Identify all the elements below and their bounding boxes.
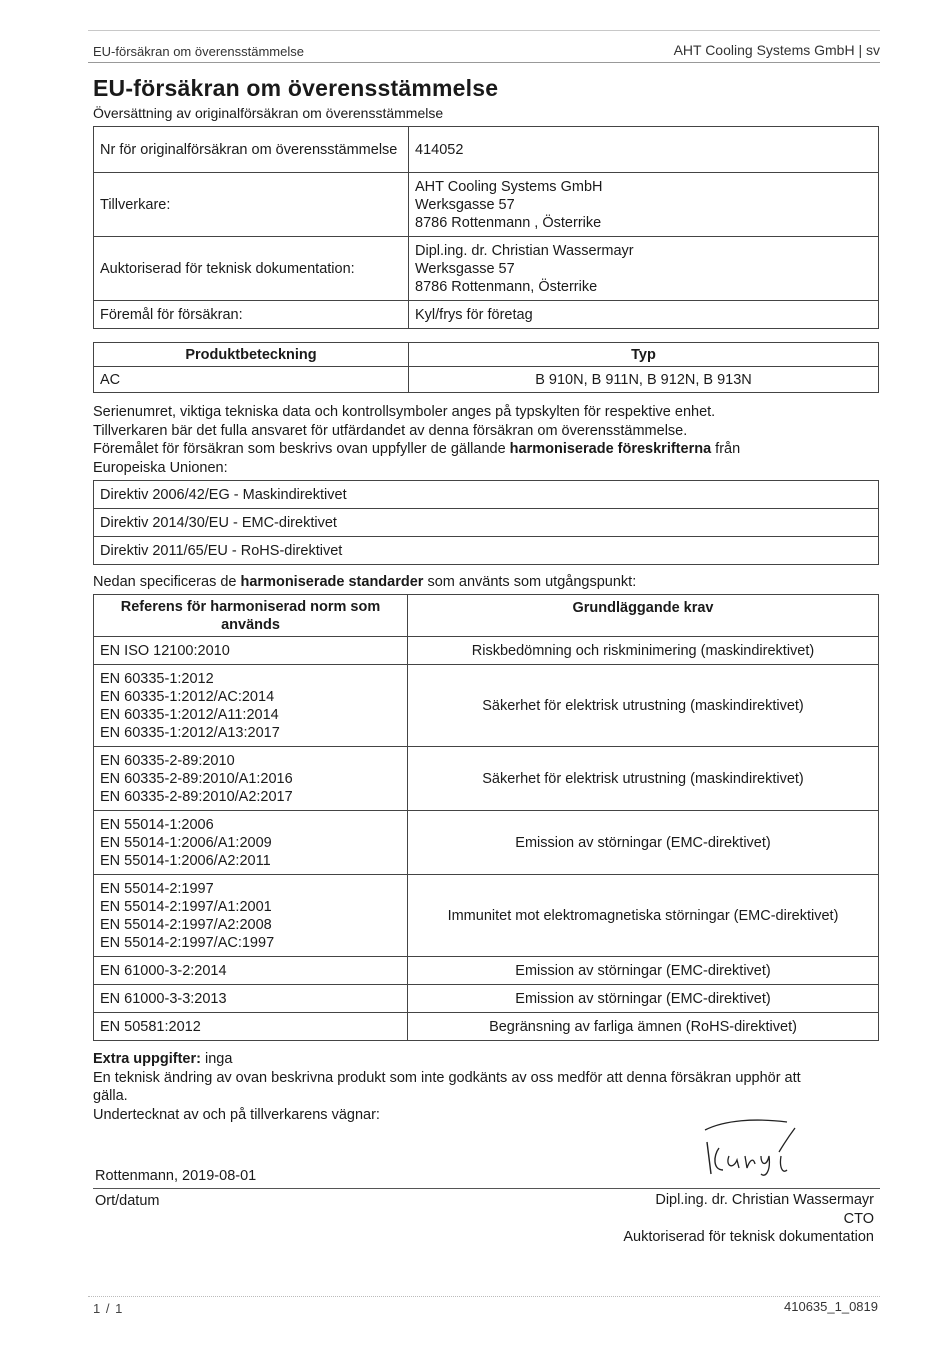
standard-requirement: Emission av störningar (EMC-direktivet) xyxy=(408,957,879,985)
directive-item: Direktiv 2014/30/EU - EMC-direktivet xyxy=(94,509,879,537)
standard-requirement: Emission av störningar (EMC-direktivet) xyxy=(408,985,879,1013)
standard-ref: EN 60335-1:2012/A13:2017 xyxy=(100,724,280,741)
standards-header-requirement: Grundläggande krav xyxy=(408,595,879,637)
product-row xyxy=(94,367,879,393)
standard-ref: EN 60335-2-89:2010/A1:2016 xyxy=(100,770,293,787)
directive-row xyxy=(94,481,879,509)
standards-header-row xyxy=(94,595,879,637)
info-value-line: 414052 xyxy=(415,141,464,158)
standard-refs xyxy=(94,957,408,985)
standard-requirement: Säkerhet för elektrisk utrustning (maskindirektivet) xyxy=(408,665,879,747)
standards-intro xyxy=(93,573,883,592)
signatory-role: CTO xyxy=(843,1210,874,1227)
directive-row xyxy=(94,537,879,565)
intro-text: från xyxy=(711,441,741,457)
info-label: Tillverkare: xyxy=(94,173,409,237)
header-company: AHT Cooling Systems GmbH | sv xyxy=(673,42,880,58)
signatory-name: Dipl.ing. dr. Christian Wassermayr xyxy=(655,1192,874,1208)
standard-ref: EN 61000-3-3:2013 xyxy=(100,990,227,1007)
page-title: EU-försäkran om överensstämmelse xyxy=(93,75,499,101)
standard-requirement: Begränsning av farliga ämnen (RoHS-direktivet) xyxy=(408,1013,879,1041)
info-value-line: 8786 Rottenmann, Österrike xyxy=(415,278,598,295)
intro-line: Europeiska Unionen: xyxy=(93,459,228,476)
standard-refs xyxy=(94,747,408,811)
info-value xyxy=(409,173,879,237)
extra-label: Extra uppgifter: xyxy=(93,1051,201,1067)
standard-requirement: Säkerhet för elektrisk utrustning (maskindirektivet) xyxy=(408,747,879,811)
standard-ref: EN 60335-1:2012/A11:2014 xyxy=(100,706,279,723)
info-value-line: Werksgasse 57 xyxy=(415,196,515,213)
directive-item: Direktiv 2011/65/EU - RoHS-direktivet xyxy=(94,537,879,565)
intro-line: Tillverkaren bär det fulla ansvaret för utfärdandet av denna försäkran om överensstämmelse. xyxy=(93,422,688,439)
signature-rule xyxy=(93,1188,880,1189)
standard-ref: EN 55014-2:1997/AC:1997 xyxy=(100,934,275,951)
standards-row xyxy=(94,665,879,747)
standard-requirement: Immunitet mot elektromagnetiska störningar (EMC-direktivet) xyxy=(408,875,879,957)
standard-ref: EN 55014-2:1997/A2:2008 xyxy=(100,916,272,933)
info-value-line: Werksgasse 57 xyxy=(415,260,515,277)
info-row-subject xyxy=(94,301,879,329)
standard-ref: EN 55014-1:2006/A1:2009 xyxy=(100,834,272,851)
standards-row xyxy=(94,985,879,1013)
standard-requirement: Riskbedömning och riskminimering (maskindirektivet) xyxy=(408,637,879,665)
extra-line xyxy=(93,1050,883,1069)
extra-line: En teknisk ändring av ovan beskrivna produkt som inte godkänts av oss medför att denna försäkran upphör att xyxy=(93,1069,801,1086)
standards-intro-text: Nedan specificeras de xyxy=(93,574,241,590)
intro-bold-term: harmoniserade föreskrifterna xyxy=(509,441,712,457)
info-row-manufacturer xyxy=(94,173,879,237)
standard-ref: EN 55014-2:1997/A1:2001 xyxy=(100,898,272,915)
standards-row xyxy=(94,637,879,665)
standard-ref: EN 55014-1:2006 xyxy=(100,816,214,833)
info-label-text: Nr för originalförsäkran om överensstämmelse xyxy=(100,141,398,158)
header-doc-title: EU-försäkran om överensstämmelse xyxy=(93,44,304,59)
standards-row xyxy=(94,811,879,875)
standard-refs xyxy=(94,1013,408,1041)
standard-refs xyxy=(94,637,408,665)
standards-intro-bold: harmoniserade standarder xyxy=(240,574,424,590)
footer-document-id: 410635_1_0819 xyxy=(784,1299,878,1314)
standard-ref: EN 60335-1:2012/AC:2014 xyxy=(100,688,275,705)
product-header-designation: Produktbeteckning xyxy=(94,343,409,367)
info-label xyxy=(94,127,409,173)
standard-ref: EN 61000-3-2:2014 xyxy=(100,962,227,979)
directive-item: Direktiv 2006/42/EG - Maskindirektivet xyxy=(94,481,879,509)
handwritten-signature xyxy=(695,1112,815,1182)
directives-table xyxy=(93,480,879,565)
top-rule xyxy=(88,30,880,31)
info-row-number xyxy=(94,127,879,173)
standard-ref: EN 55014-1:2006/A2:2011 xyxy=(100,852,271,869)
standard-refs xyxy=(94,811,408,875)
standard-refs xyxy=(94,875,408,957)
info-value-line: Kyl/frys för företag xyxy=(415,306,533,323)
standards-row xyxy=(94,875,879,957)
signature-place-label: Ort/datum xyxy=(95,1193,160,1209)
extra-line: gälla. xyxy=(93,1088,128,1104)
signatory-block xyxy=(623,1191,874,1247)
info-value xyxy=(409,301,879,329)
info-value-line: 8786 Rottenmann , Österrike xyxy=(415,214,602,231)
product-header-row xyxy=(94,343,879,367)
extra-line: Undertecknat av och på tillverkarens vägnar: xyxy=(93,1106,380,1123)
extra-value: inga xyxy=(200,1051,233,1067)
page-subtitle: Översättning av originalförsäkran om överensstämmelse xyxy=(93,105,444,121)
footer-rule xyxy=(88,1296,880,1297)
standard-ref: EN ISO 12100:2010 xyxy=(100,642,230,659)
info-table xyxy=(93,126,879,329)
standard-ref: EN 55014-2:1997 xyxy=(100,880,214,897)
signatory-function: Auktoriserad för teknisk dokumentation xyxy=(623,1229,874,1245)
product-designation: AC xyxy=(94,367,409,393)
standards-table xyxy=(93,594,879,1041)
standards-row xyxy=(94,957,879,985)
info-row-authorized xyxy=(94,237,879,301)
product-table xyxy=(93,342,879,393)
signature-city-date: Rottenmann, 2019-08-01 xyxy=(95,1168,257,1184)
info-value xyxy=(409,127,879,173)
standard-requirement: Emission av störningar (EMC-direktivet) xyxy=(408,811,879,875)
header-rule xyxy=(88,62,880,63)
footer-page-number: 1 / 1 xyxy=(93,1301,124,1316)
standard-ref: EN 60335-2-89:2010/A2:2017 xyxy=(100,788,293,805)
info-value xyxy=(409,237,879,301)
product-type: B 910N, B 911N, B 912N, B 913N xyxy=(409,367,879,393)
standards-header-reference: Referens för harmoniserad norm som används xyxy=(94,595,408,637)
info-label: Föremål för försäkran: xyxy=(94,301,409,329)
standard-ref: EN 60335-1:2012 xyxy=(100,670,214,687)
info-label: Auktoriserad för teknisk dokumentation: xyxy=(94,237,409,301)
info-value-line: AHT Cooling Systems GmbH xyxy=(415,178,603,195)
standard-ref: EN 50581:2012 xyxy=(100,1018,201,1035)
intro-text: Föremålet för försäkran som beskrivs ovan uppfyller de gällande xyxy=(93,441,510,457)
intro-paragraph xyxy=(93,403,883,477)
standard-refs xyxy=(94,665,408,747)
standards-intro-text: som använts som utgångspunkt: xyxy=(423,574,637,590)
standards-row xyxy=(94,747,879,811)
product-header-type: Typ xyxy=(409,343,879,367)
directive-row xyxy=(94,509,879,537)
standard-refs xyxy=(94,985,408,1013)
standards-row xyxy=(94,1013,879,1041)
info-value-line: Dipl.ing. dr. Christian Wassermayr xyxy=(415,242,634,259)
intro-line xyxy=(93,440,883,459)
intro-line: Serienumret, viktiga tekniska data och kontrollsymboler anges på typskylten för respektive enhet. xyxy=(93,404,716,420)
standard-ref: EN 60335-2-89:2010 xyxy=(100,752,235,769)
